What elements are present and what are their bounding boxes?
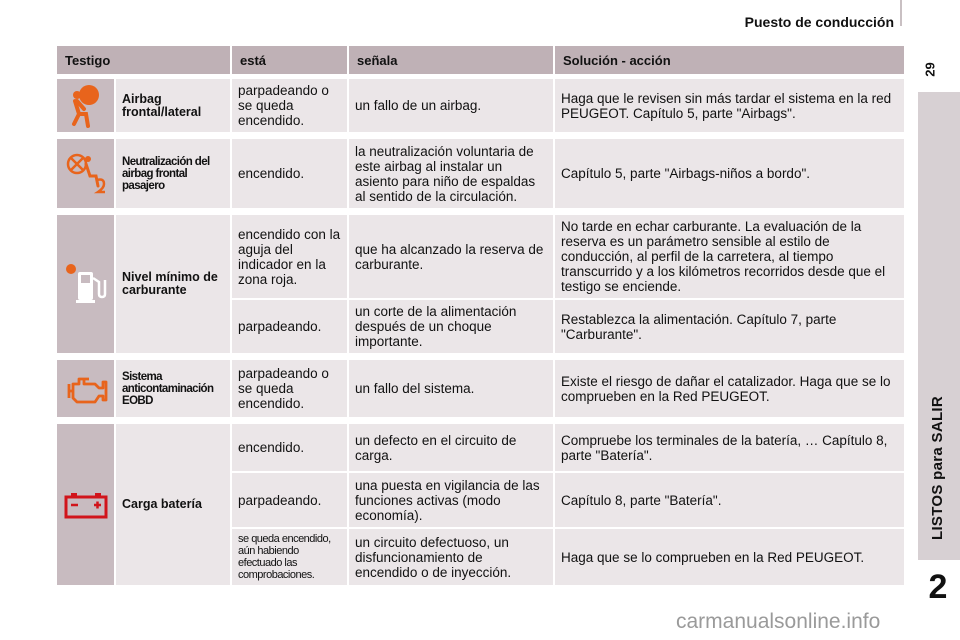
header-divider xyxy=(900,0,902,26)
warning-name: Sistema anticontaminación EOBD xyxy=(116,355,232,419)
chapter-number: 2 xyxy=(928,568,948,606)
warning-name: Airbag frontal/lateral xyxy=(116,74,232,134)
warning-name: Carga batería xyxy=(116,419,232,587)
warning-action: Capítulo 5, parte "Airbags-niños a bordo". xyxy=(555,134,906,210)
table-row xyxy=(57,355,906,419)
warning-action: Existe el riesgo de dañar el catalizador. Haga que se lo comprueben en la Red PEUGEOT. xyxy=(555,355,906,419)
warning-action: No tarde en echar carburante. La evaluación de la reserva es un parámetro sensible al estilo de conducción, al perfil de la carretera, al tiempo transcurrido y a los kilómetros recorridos desde que el testigo se enciende. xyxy=(555,210,906,300)
warning-state: parpadeando o se queda encendido. xyxy=(232,74,349,134)
warning-state: encendido. xyxy=(232,419,349,473)
warning-signal: una puesta en vigilancia de las funciones activas (modo economía). xyxy=(349,473,555,529)
column-header-esta: está xyxy=(232,46,349,74)
airbag-off-icon-cell xyxy=(57,134,116,210)
column-header-senala: señala xyxy=(349,46,555,74)
battery-icon xyxy=(63,490,109,520)
warning-state: se queda encendido, aún habiendo efectuado las comprobaciones. xyxy=(232,529,349,587)
warning-signal: un circuito defectuoso, un disfuncionamiento de encendido o de inyección. xyxy=(349,529,555,587)
table-header-row xyxy=(57,46,906,74)
page-header-title: Puesto de conducción xyxy=(744,14,894,30)
warning-signal: un fallo del sistema. xyxy=(349,355,555,419)
warning-state: encendido con la aguja del indicador en la zona roja. xyxy=(232,210,349,300)
warning-state: parpadeando. xyxy=(232,300,349,355)
warning-signal: un corte de la alimentación después de un choque importante. xyxy=(349,300,555,355)
warning-action: Haga que se lo comprueben en la Red PEUGEOT. xyxy=(555,529,906,587)
warning-action: Restablezca la alimentación. Capítulo 7, parte "Carburante". xyxy=(555,300,906,355)
table-row xyxy=(57,419,906,473)
airbag-warning-icon xyxy=(66,84,106,128)
table-row xyxy=(57,74,906,134)
warning-name: Nivel mínimo de carburante xyxy=(116,210,232,355)
warning-state: parpadeando. xyxy=(232,473,349,529)
warning-state: parpadeando o se queda encendido. xyxy=(232,355,349,419)
warning-signal: un fallo de un airbag. xyxy=(349,74,555,134)
warning-action: Haga que le revisen sin más tardar el sistema en la red PEUGEOT. Capítulo 5, parte "Airbags". xyxy=(555,74,906,134)
warning-action: Compruebe los terminales de la batería, … Capítulo 8, parte "Batería". xyxy=(555,419,906,473)
fuel-icon-cell xyxy=(57,210,116,355)
warning-signal: la neutralización voluntaria de este airbag al instalar un asiento para niño de espaldas al sentido de la circulación. xyxy=(349,134,555,210)
side-tab-label: LISTOS para SALIR xyxy=(929,395,946,540)
fuel-pump-icon xyxy=(64,262,108,306)
warning-lights-table xyxy=(57,46,906,587)
page-number: 29 xyxy=(922,62,938,77)
airbag-icon-cell xyxy=(57,74,116,134)
column-header-testigo: Testigo xyxy=(57,46,232,74)
engine-check-icon xyxy=(63,372,109,406)
column-header-solucion: Solución - acción xyxy=(555,46,906,74)
table-row xyxy=(57,210,906,300)
warning-state: encendido. xyxy=(232,134,349,210)
table-row xyxy=(57,134,906,210)
engine-icon-cell xyxy=(57,355,116,419)
warning-signal: un defecto en el circuito de carga. xyxy=(349,419,555,473)
battery-icon-cell xyxy=(57,419,116,587)
warning-action: Capítulo 8, parte "Batería". xyxy=(555,473,906,529)
watermark: carmanualsonline.info xyxy=(676,610,881,633)
warning-signal: que ha alcanzado la reserva de carburante. xyxy=(349,210,555,300)
warning-name: Neutralización del airbag frontal pasajero xyxy=(116,134,232,210)
passenger-airbag-off-icon xyxy=(64,152,108,196)
